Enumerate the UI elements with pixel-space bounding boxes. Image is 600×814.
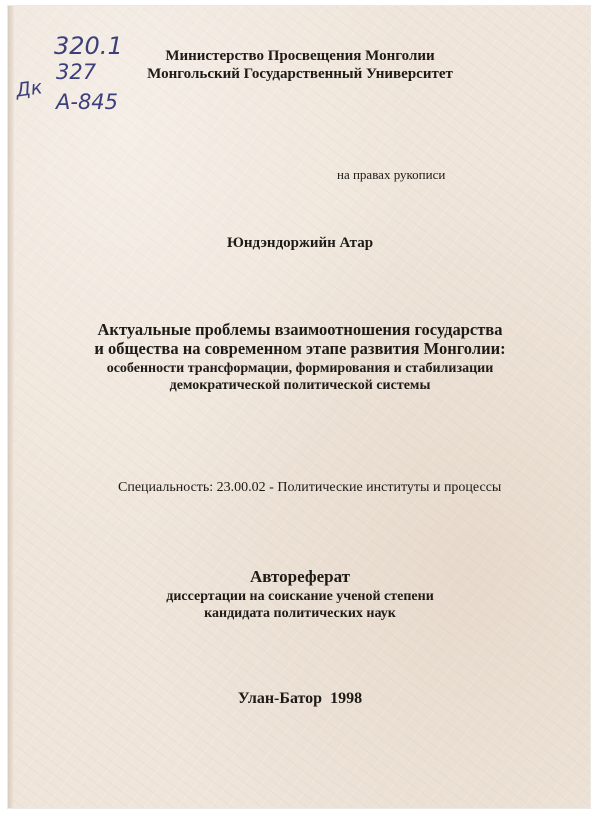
dissertation-line-2: кандидата политических наук [204, 606, 396, 621]
title-line-2: и общества на современном этапе развития Монголии: [94, 339, 506, 358]
specialty-line: Специальность: 23.00.02 - Политические институты и процессы [118, 480, 502, 495]
title-line-3: особенности трансформации, формирования и стабилизации [106, 361, 494, 376]
paper-sheet [8, 6, 590, 808]
rights-note: на правах рукописи [337, 167, 446, 182]
author-name: Юндэндоржийн Атар [226, 235, 374, 251]
title-line-1: Актуальные проблемы взаимоотношения государства [97, 320, 503, 339]
ministry-name: Министерство Просвещения Монголии [165, 48, 435, 64]
handwritten-shelf-number: 327 [56, 60, 97, 84]
dissertation-line-1: диссертации на соискание ученой степени [166, 589, 434, 604]
handwritten-code: Дк [14, 76, 44, 102]
abstract-label: Автореферат [249, 567, 351, 586]
university-name: Монгольский Государственный Университет [147, 66, 453, 82]
handwritten-catalog-number: 320.1 [54, 32, 123, 60]
handwritten-inventory-number: А-845 [56, 90, 119, 114]
city-year: Улан-Батор 1998 [237, 690, 363, 707]
binding-edge [8, 6, 14, 808]
title-line-4: демократической политической системы [169, 378, 431, 393]
